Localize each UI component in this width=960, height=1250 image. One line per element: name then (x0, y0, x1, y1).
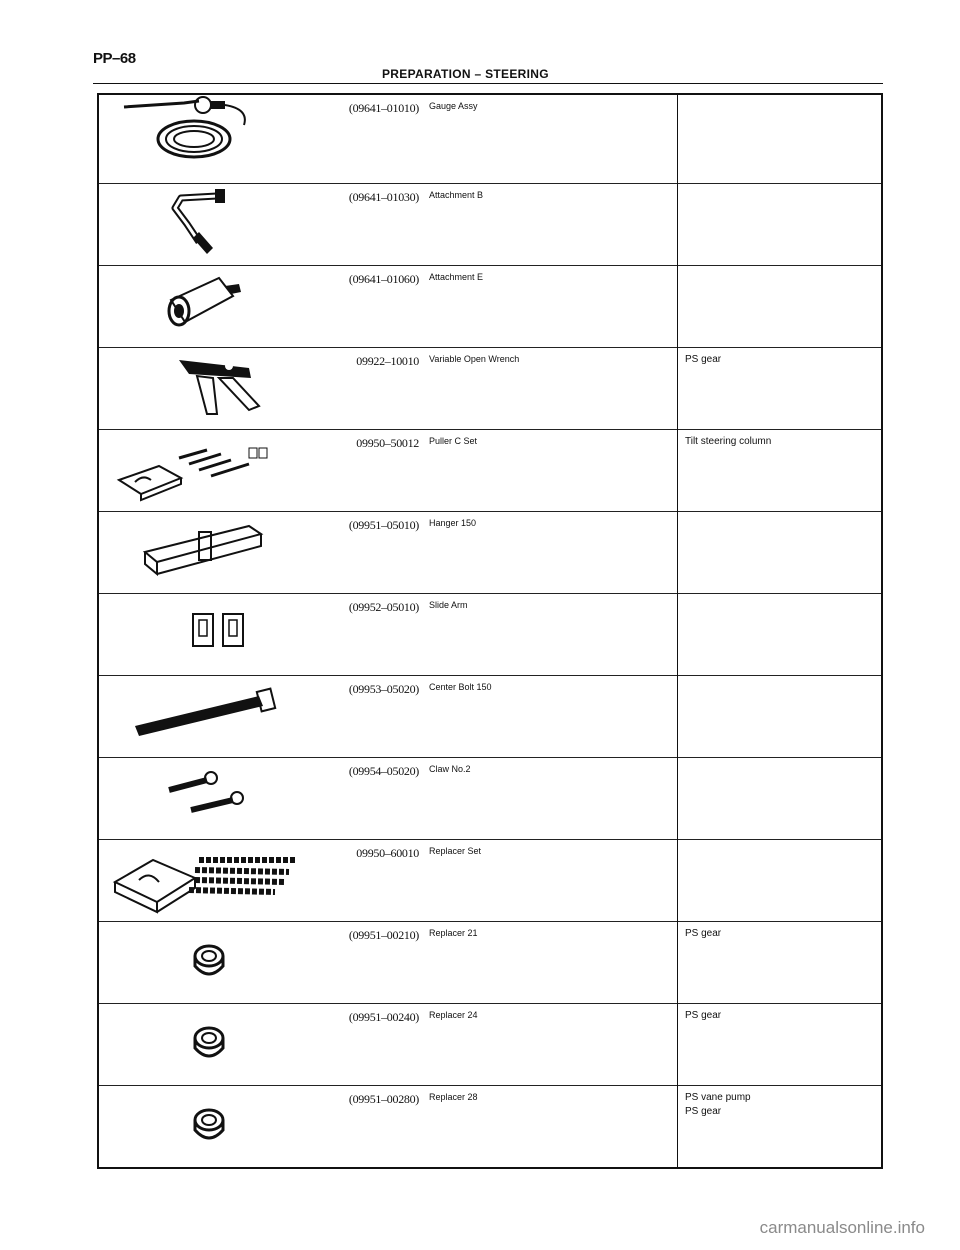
tool-name: Slide Arm (419, 594, 678, 676)
usage-line: PS gear (685, 928, 722, 939)
tool-illustration-cell (98, 1004, 311, 1086)
tool-name: Hanger 150 (419, 512, 678, 594)
tool-name: Replacer 28 (419, 1086, 678, 1169)
hex-adapter-attachment-icon (99, 266, 311, 341)
table-row (98, 676, 882, 758)
part-number: 09950–60010 (311, 840, 419, 922)
ring-replacer-icon (99, 1004, 311, 1079)
ring-replacer-icon (99, 1086, 311, 1161)
table-row (98, 1004, 882, 1086)
replacer-set-case-icon (99, 840, 311, 915)
part-number: (09951–05010) (311, 512, 419, 594)
part-number: (09641–01030) (311, 184, 419, 266)
tool-name: Variable Open Wrench (419, 348, 678, 430)
part-number: 09950–50012 (311, 430, 419, 512)
tool-usage (678, 758, 883, 840)
tool-usage (678, 348, 883, 430)
tool-illustration-cell (98, 266, 311, 348)
tool-name: Attachment B (419, 184, 678, 266)
usage-line: PS gear (685, 354, 722, 365)
part-number: (09641–01060) (311, 266, 419, 348)
table-row (98, 266, 882, 348)
tool-usage (678, 266, 883, 348)
tool-name: Replacer Set (419, 840, 678, 922)
tool-illustration-cell (98, 348, 311, 430)
section-title: PREPARATION – STEERING (382, 67, 549, 81)
tool-usage (678, 840, 883, 922)
usage-line: PS gear (685, 1010, 722, 1021)
tool-usage (678, 676, 883, 758)
tool-usage (678, 594, 883, 676)
hanger-bar-icon (99, 512, 311, 587)
tool-name: Replacer 24 (419, 1004, 678, 1086)
bent-pipe-attachment-icon (99, 184, 311, 259)
claw-pins-icon (99, 758, 311, 833)
table-row (98, 840, 882, 922)
table-row (98, 1086, 882, 1169)
usage-line: PS vane pump (685, 1092, 751, 1103)
table-row (98, 430, 882, 512)
tool-name: Claw No.2 (419, 758, 678, 840)
pressure-gauge-hose-icon (99, 95, 311, 177)
table-row (98, 348, 882, 430)
table-row (98, 184, 882, 266)
tool-name: Gauge Assy (429, 101, 478, 111)
part-number: (09952–05010) (311, 594, 419, 676)
tool-name: Puller C Set (419, 430, 678, 512)
tool-illustration-cell (98, 512, 311, 594)
tool-illustration-cell (98, 594, 311, 676)
table-row (98, 594, 882, 676)
part-number: (09951–00240) (311, 1004, 419, 1086)
table-row (98, 512, 882, 594)
center-bolt-icon (99, 676, 311, 751)
tool-usage (678, 94, 883, 184)
tool-usage (678, 1086, 883, 1169)
tool-usage (678, 430, 883, 512)
table-row (98, 758, 882, 840)
table-row (98, 94, 882, 184)
tool-usage (678, 512, 883, 594)
part-number: (09953–05020) (311, 676, 419, 758)
header-rule (93, 83, 883, 84)
usage-line: PS gear (685, 1106, 722, 1117)
tool-name: Attachment E (419, 266, 678, 348)
tool-illustration-cell (98, 184, 311, 266)
adjustable-wrench-icon (99, 348, 311, 423)
tool-illustration-cell (98, 922, 311, 1004)
table-row (98, 922, 882, 1004)
ring-replacer-icon (99, 922, 311, 997)
watermark: carmanualsonline.info (759, 1218, 925, 1237)
tool-usage (678, 1004, 883, 1086)
part-number: 09922–10010 (311, 348, 419, 430)
tool-name: Center Bolt 150 (419, 676, 678, 758)
page-number: PP–68 (93, 50, 136, 67)
part-number: (09641–01010) (348, 101, 419, 115)
tool-illustration-cell (98, 1086, 311, 1169)
slide-arm-blocks-icon (99, 594, 311, 669)
tool-name: Replacer 21 (419, 922, 678, 1004)
tool-illustration-cell (98, 430, 311, 512)
tool-usage (678, 922, 883, 1004)
usage-line: Tilt steering column (685, 436, 772, 447)
special-service-tools-table (97, 93, 883, 1169)
part-number: (09954–05020) (311, 758, 419, 840)
tool-illustration-cell (98, 758, 311, 840)
part-number: (09951–00280) (311, 1086, 419, 1169)
tool-illustration-cell (98, 94, 311, 184)
tool-illustration-cell (98, 840, 311, 922)
tool-illustration-cell (98, 676, 311, 758)
puller-set-case-icon (99, 430, 311, 505)
part-number: (09951–00210) (311, 922, 419, 1004)
tool-usage (678, 184, 883, 266)
